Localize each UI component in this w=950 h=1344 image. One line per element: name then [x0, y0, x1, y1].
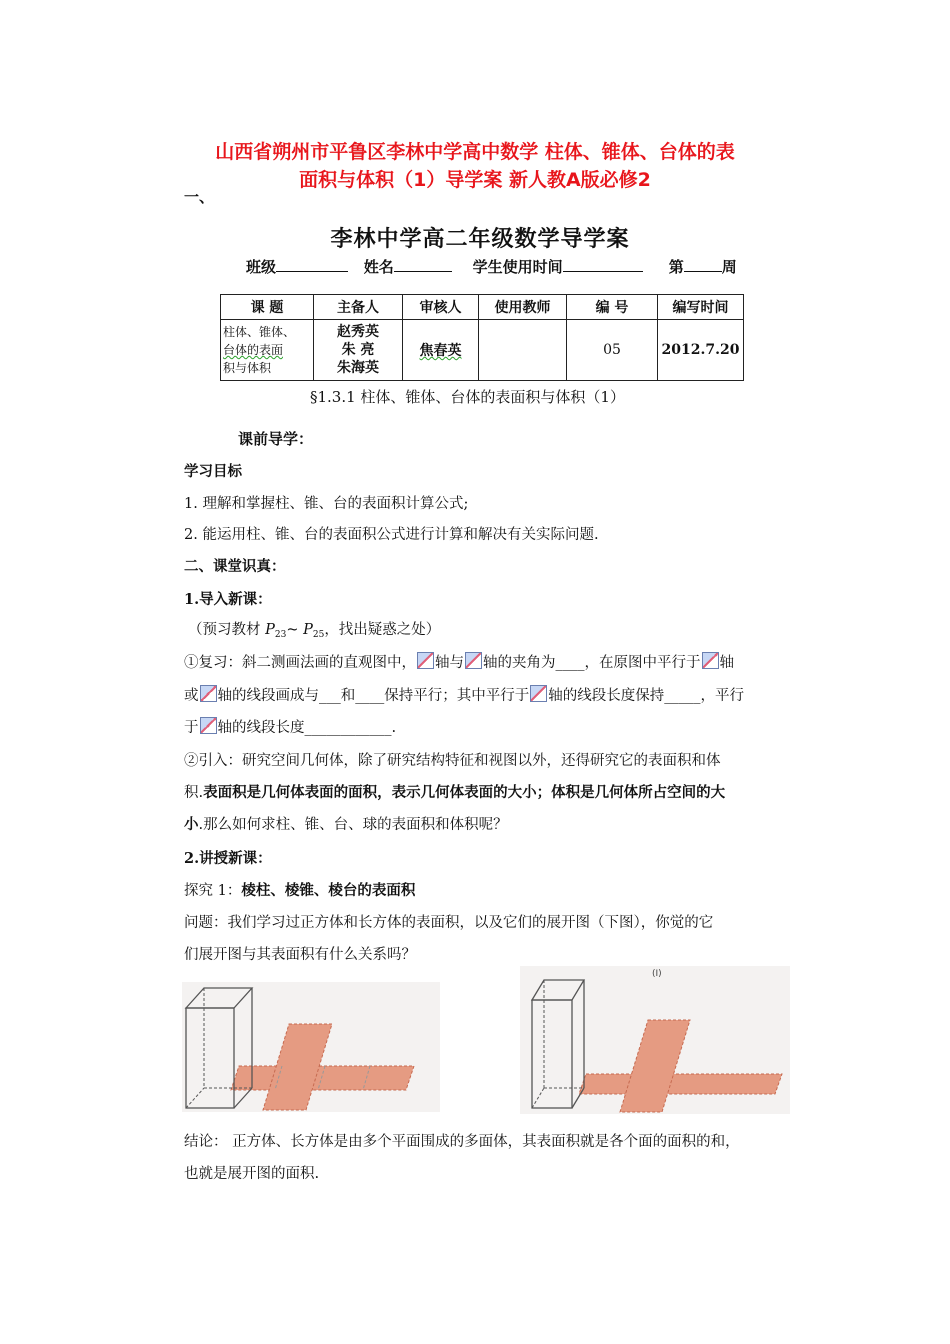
review-text-1b: 轴与 [435, 655, 464, 671]
y-axis-image-icon [465, 652, 482, 669]
preview-s1: 23 [274, 630, 287, 640]
y-axis-image-icon [200, 685, 217, 702]
goals-heading: 学习目标 [184, 463, 242, 480]
info-table [220, 294, 744, 381]
goal-item-2: 2. 能运用柱、锥、台的表面积公式进行计算和解决有关实际问题. [184, 527, 599, 543]
intro-heading: 1.导入新课： [184, 591, 272, 608]
goal-item-1: 1. 理解和掌握柱、锥、台的表面积计算公式; [184, 496, 469, 512]
question-line-1: 问题：我们学习过正方体和长方体的表面积，以及它们的展开图（下图），你觉的它 [184, 915, 714, 931]
preview-text-b: ，找出疑惑之处） [324, 622, 441, 638]
lead-line-1: ②引入：研究空间几何体，除了研究结构特征和视图以外，还得研究它的表面积和体 [184, 753, 721, 769]
class-info-line [246, 256, 737, 277]
review-text-1a: ①复习：斜二测画法画的直观图中， [184, 655, 416, 671]
teacher-cell [479, 320, 567, 381]
header-teacher: 使用教师 [479, 295, 567, 320]
header-reviewer: 审核人 [403, 295, 479, 320]
section-one-label: 一、 [184, 188, 215, 206]
conclusion-line-1: 结论： 正方体、长方体是由多个平面围成的多面体，其表面积就是各个面的面积的和， [184, 1134, 740, 1150]
title-line-1: 山西省朔州市平鲁区李林中学高中数学 柱体、锥体、台体的表 [215, 141, 735, 163]
author-2: 朱 亮 [341, 342, 375, 358]
title-line-2: 面积与体积（1）导学案 新人教A版必修2 [299, 169, 651, 191]
author-3: 朱海英 [337, 360, 379, 376]
class-label: 班级 [246, 258, 277, 276]
lead-text-3a: 小 [184, 816, 199, 833]
section-heading: §1.3.1 柱体、锥体、台体的表面积与体积（1） [310, 388, 625, 406]
header-topic: 课 题 [221, 295, 314, 320]
header-author: 主备人 [314, 295, 403, 320]
review-text-1c: 轴的夹角为____，在原图中平行于 [483, 655, 701, 671]
topic-line-1: 柱体、锥体、 [223, 325, 296, 339]
authors-cell [314, 320, 403, 381]
lead-text-2b: 表面积是几何体表面的面积，表示几何体表面的大小；体积是几何体所占空间的大 [203, 784, 726, 801]
section-two-label: 二、课堂识真： [184, 558, 286, 575]
number-cell: 05 [567, 320, 658, 381]
preview-p1: P [265, 622, 275, 638]
info-table-header-row [221, 295, 744, 320]
document-title [150, 138, 800, 194]
explore-title: 棱柱、棱锥、棱台的表面积 [241, 882, 416, 899]
review-text-2c: 轴的线段长度保持_____，平行 [548, 688, 744, 704]
preview-note [188, 618, 440, 640]
x-axis-image-icon [417, 652, 434, 669]
review-line-1 [184, 651, 734, 672]
header-number: 编 号 [567, 295, 658, 320]
time-label: 学生使用时间 [472, 258, 563, 276]
topic-cell [221, 320, 314, 381]
cube-net-figure [182, 982, 440, 1112]
preview-text-a: （预习教材 [188, 622, 266, 638]
review-line-3 [184, 716, 396, 737]
info-table-body-row [221, 320, 744, 381]
x-axis-image-icon [530, 685, 547, 702]
header-date: 编写时间 [658, 295, 744, 320]
review-text-1d: 轴 [719, 655, 734, 671]
teach-heading: 2.讲授新课： [184, 850, 272, 867]
week-prefix: 第 [668, 258, 684, 276]
topic-line-2: 台体的表面 [223, 343, 284, 357]
name-blank [394, 257, 452, 272]
preview-p2: P [303, 622, 313, 638]
date-cell: 2012.7.20 [658, 320, 744, 381]
pre-study-label: 课前导学： [238, 430, 314, 448]
reviewer-cell: 焦春英 [403, 320, 479, 381]
week-suffix: 周 [721, 258, 737, 276]
review-text-3b: 轴的线段长度____________. [217, 720, 397, 736]
school-header: 李林中学高二年级数学导学案 [330, 226, 630, 252]
lead-line-2 [184, 781, 725, 802]
conclusion-line-2: 也就是展开图的面积. [184, 1166, 320, 1182]
review-text-3a: 于 [184, 720, 199, 736]
week-blank [684, 257, 722, 272]
lead-line-3 [184, 813, 508, 834]
box-net-figure [520, 966, 790, 1114]
topic-line-3: 积与体积 [223, 361, 272, 375]
review-text-2b: 轴的线段画成与___和____保持平行；其中平行于 [217, 688, 530, 704]
preview-s2: 25 [312, 630, 325, 640]
y-axis-image-icon [200, 717, 217, 734]
explore-line [184, 879, 415, 900]
explore-label: 探究 1： [184, 883, 242, 899]
author-1: 赵秀英 [337, 324, 379, 340]
lead-text-3b: .那么如何求柱、锥、台、球的表面积和体积呢？ [198, 817, 508, 833]
x-axis-image-icon [702, 652, 719, 669]
review-text-2a: 或 [184, 688, 199, 704]
lead-text-2a: 积. [184, 785, 204, 801]
question-line-2: 们展开图与其表面积有什么关系吗？ [184, 947, 416, 963]
class-blank [276, 257, 348, 272]
review-line-2 [184, 684, 744, 705]
preview-tilde: ~ [286, 622, 304, 638]
name-label: 姓名 [363, 258, 394, 276]
figure-mark: (I) [652, 969, 662, 979]
time-blank [563, 257, 643, 272]
